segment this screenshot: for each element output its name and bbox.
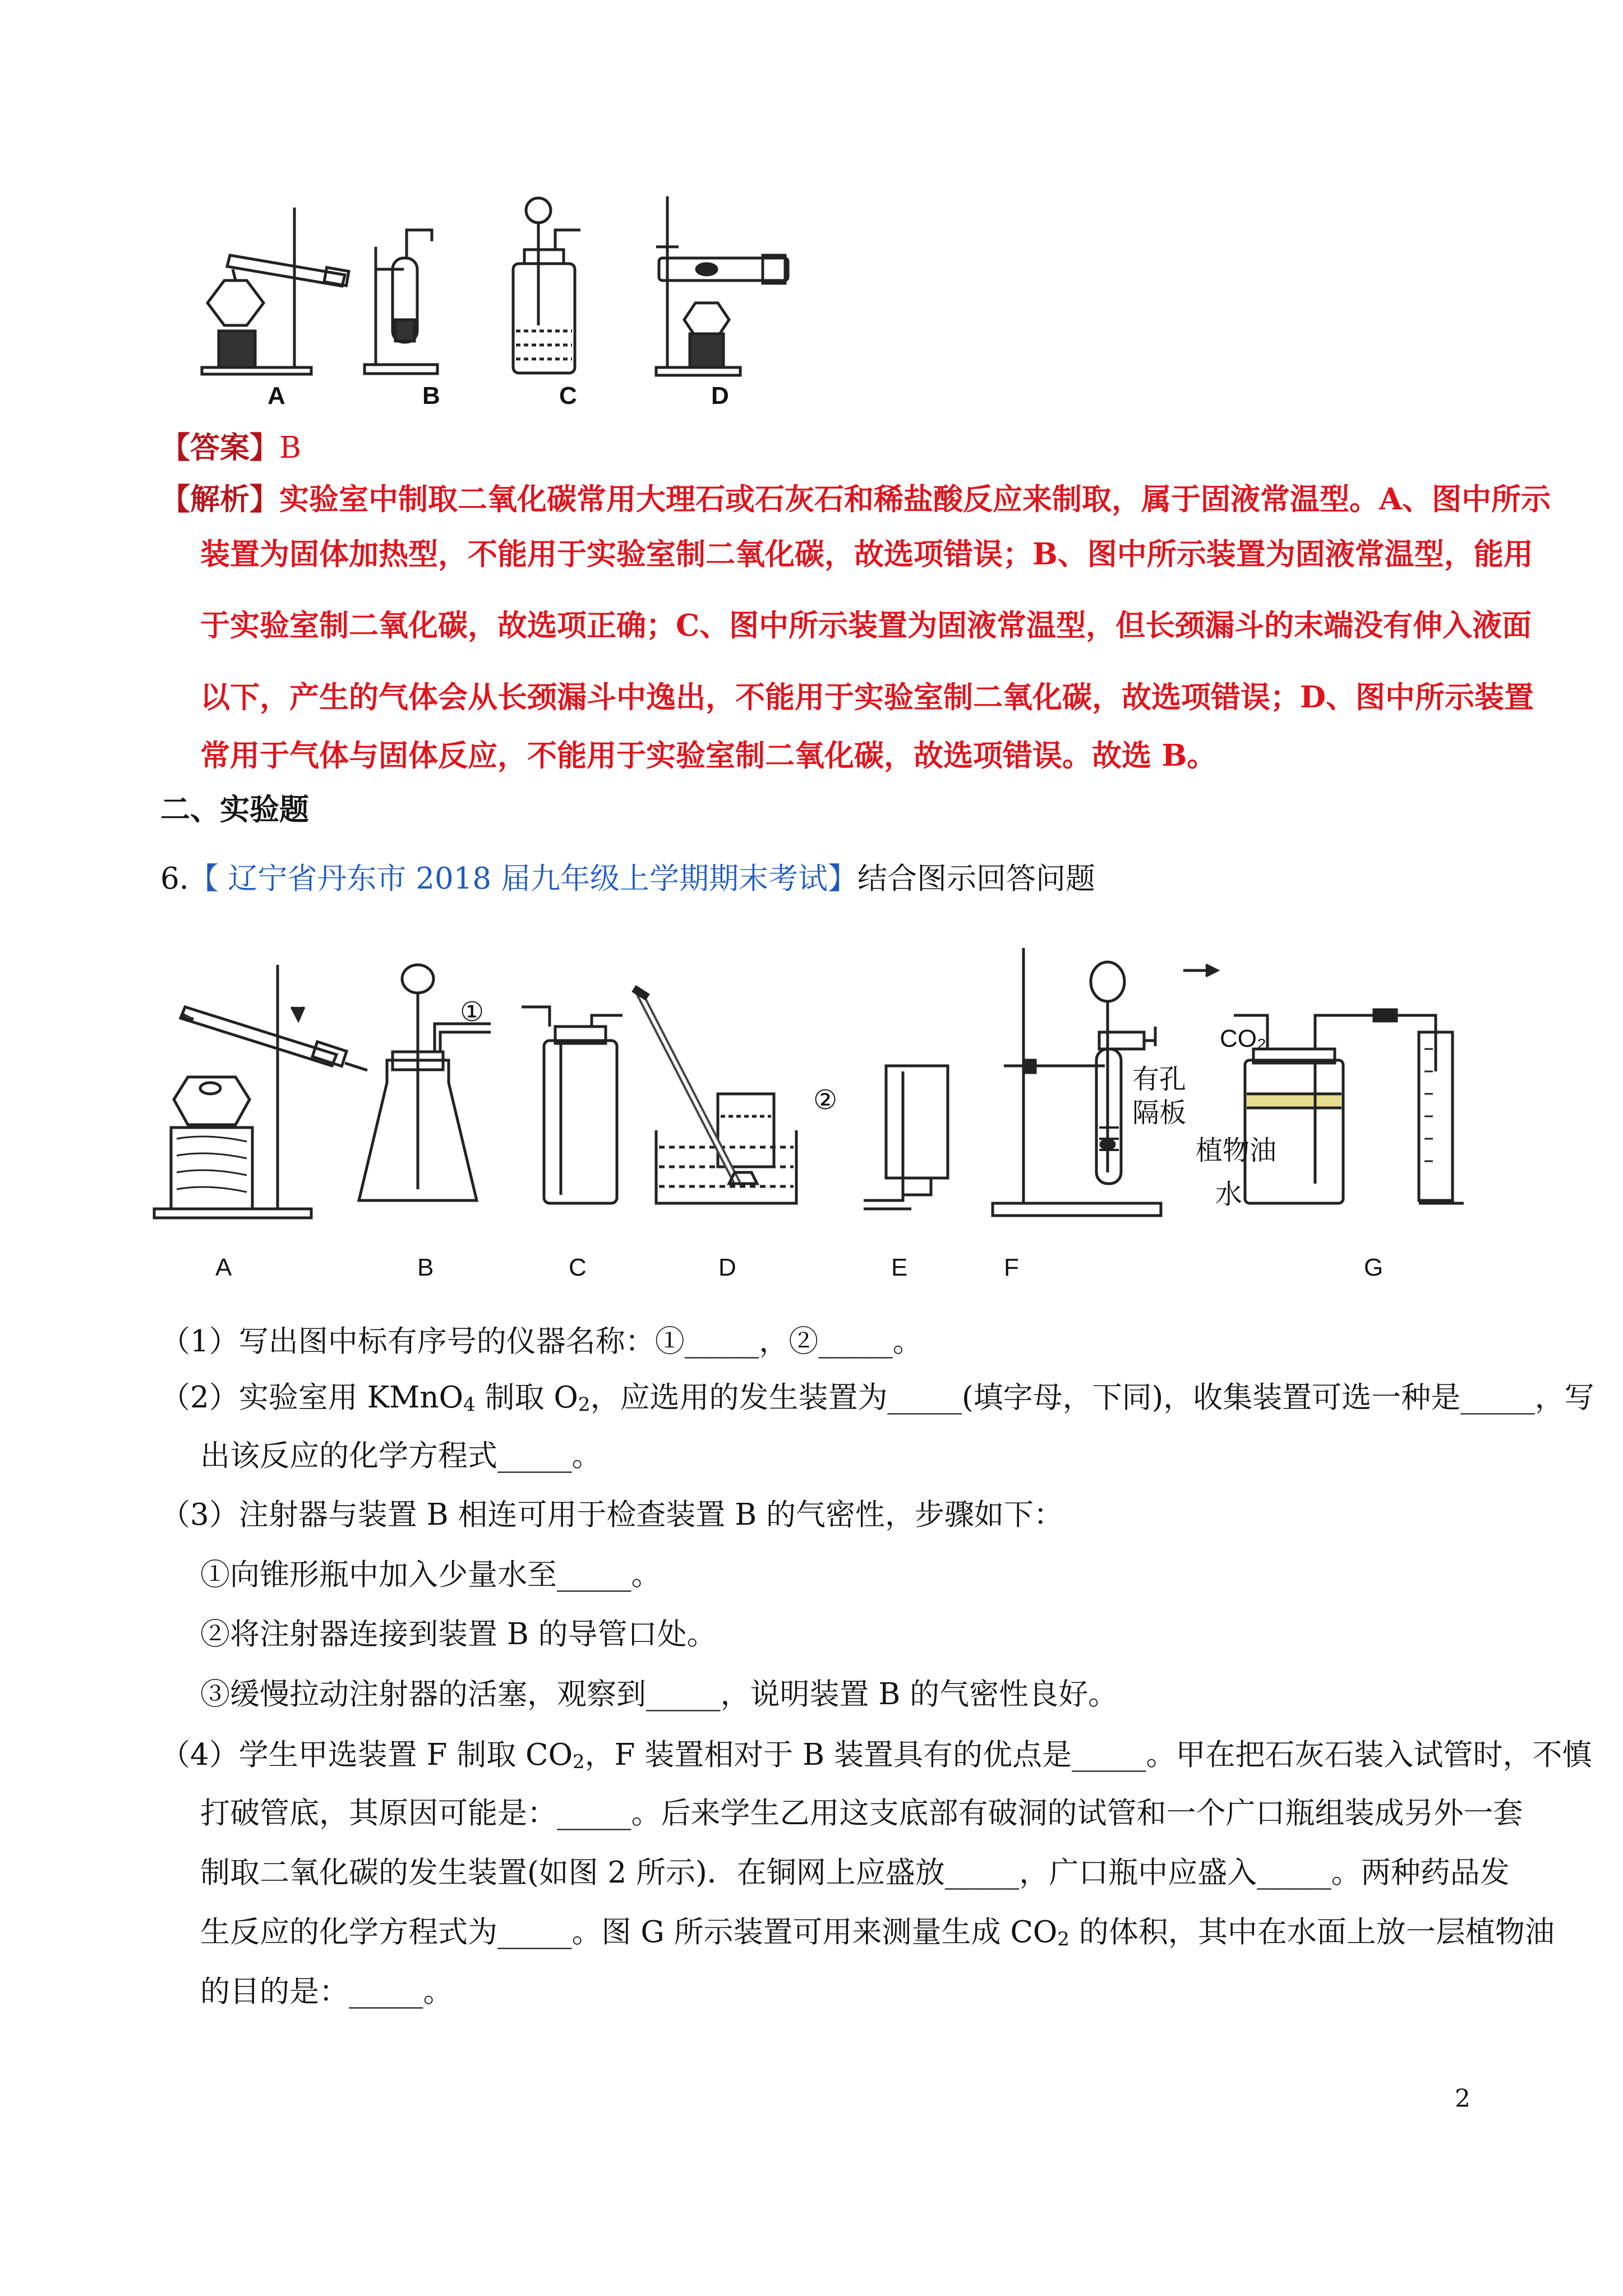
page-number: 2	[1455, 2085, 1470, 2113]
apparatus-figure-1	[191, 185, 824, 398]
fig1-label-d: D	[711, 382, 729, 409]
apparatus-e	[864, 1066, 948, 1209]
subquestion-2-line-2: 出该反应的化学方程式_____。	[200, 1439, 602, 1473]
analysis-tag: 【解析】	[160, 482, 279, 517]
analysis-line-1	[160, 482, 1551, 517]
analysis-line-4: 以下，产生的气体会从长颈漏斗中逸出，不能用于实验室制二氧化碳，故选项错误；D、图中所示装置	[200, 680, 1534, 715]
answer-value: B	[279, 431, 301, 465]
circle-marker-2: ②	[813, 1084, 838, 1116]
subquestion-4-line-2: 打破管底，其原因可能是：_____。后来学生乙用这支底部有破洞的试管和一个广口瓶组装成另外一套	[200, 1796, 1523, 1830]
sub4-text-4b: 的体积，其中在水面上放一层植物油	[1069, 1915, 1555, 1949]
sub2-text-b: 制取 O	[475, 1381, 578, 1415]
sub2-sub-a: 4	[463, 1393, 476, 1416]
fig2-label-b: B	[417, 1254, 434, 1281]
apparatus-figure-2	[151, 926, 1497, 1240]
question-prompt: 结合图示回答问题	[857, 862, 1095, 896]
hole-plate-label-2: 隔板	[1132, 1097, 1187, 1129]
subquestion-4-line-1	[160, 1738, 1592, 1773]
hole-plate-label-1: 有孔	[1132, 1064, 1187, 1095]
sub4-sub-a: 2	[573, 1751, 585, 1773]
apparatus-a	[154, 965, 367, 1218]
apparatus-d	[634, 988, 796, 1203]
co2-label: CO₂	[1220, 1025, 1267, 1052]
sub2-sub-b: 2	[578, 1393, 591, 1416]
question-number: 6.	[160, 862, 189, 896]
circle-marker-1: ①	[460, 996, 485, 1028]
analysis-line-5: 常用于气体与固体反应，不能用于实验室制二氧化碳，故选项错误。故选 B。	[200, 738, 1217, 773]
analysis-line-2: 装置为固体加热型，不能用于实验室制二氧化碳，故选项错误；B、图中所示装置为固液常温型，能用	[200, 537, 1533, 572]
subquestion-3-step-1: ①向锥形瓶中加入少量水至_____。	[200, 1558, 661, 1592]
subquestion-3-intro: （3）注射器与装置 B 相连可用于检查装置 B 的气密性，步骤如下：	[160, 1498, 1064, 1532]
fig2-label-c: C	[569, 1254, 587, 1281]
apparatus-d	[656, 196, 788, 375]
question-source: 【 辽宁省丹东市 2018 届九年级上学期期末考试】	[188, 862, 857, 896]
sub4-sub-4a: 2	[1057, 1928, 1070, 1950]
sub4-text-b: ，F 装置相对于 B 装置具有的优点是_____。甲在把石灰石装入试管时，不慎	[584, 1738, 1592, 1772]
subquestion-4-line-3: 制取二氧化碳的发生装置(如图 2 所示)．在铜网上应盛放_____，广口瓶中应盛入_____。两种药品发	[200, 1856, 1510, 1890]
subquestion-2-line-1	[160, 1381, 1594, 1416]
section-heading: 二、实验题	[160, 793, 309, 827]
sub4-text-a: （4）学生甲选装置 F 制取 CO	[160, 1738, 573, 1772]
analysis-text-1: 实验室中制取二氧化碳常用大理石或石灰石和稀盐酸反应来制取，属于固液常温型。A、图中所示	[279, 482, 1551, 517]
subquestion-1: （1）写出图中标有序号的仪器名称：①_____，②_____。	[160, 1324, 923, 1359]
water-label: 水	[1215, 1179, 1243, 1210]
sub4-text-4a: 生反应的化学方程式为_____。图 G 所示装置可用来测量生成 CO	[200, 1915, 1058, 1949]
apparatus-g	[1183, 965, 1464, 1203]
fig2-label-g: G	[1364, 1254, 1384, 1281]
fig1-label-a: A	[268, 382, 285, 409]
subquestion-3-step-3: ③缓慢拉动注射器的活塞，观察到_____，说明装置 B 的气密性良好。	[200, 1677, 1118, 1711]
fig2-label-a: A	[215, 1254, 232, 1281]
apparatus-c	[522, 1007, 623, 1203]
fig2-label-e: E	[891, 1254, 908, 1281]
fig2-label-f: F	[1004, 1254, 1019, 1281]
question-6-title	[160, 864, 1095, 894]
oil-label: 植物油	[1196, 1135, 1277, 1166]
apparatus-c	[513, 198, 580, 373]
answer-line	[160, 430, 301, 465]
sub2-text-a: （2）实验室用 KMnO	[160, 1381, 464, 1415]
analysis-line-3: 于实验室制二氧化碳，故选项正确；C、图中所示装置为固液常温型，但长颈漏斗的末端没有伸入液面	[200, 608, 1532, 643]
apparatus-b	[365, 230, 437, 374]
apparatus-a	[202, 208, 349, 374]
sub2-text-c: ，应选用的发生装置为_____(填字母，下同)，收集装置可选一种是_____，写	[590, 1381, 1594, 1415]
answer-tag: 【答案】	[160, 430, 279, 465]
subquestion-4-line-5: 的目的是：_____。	[200, 1975, 453, 2009]
fig1-label-c: C	[559, 382, 577, 409]
fig1-label-b: B	[422, 382, 440, 409]
subquestion-4-line-4	[200, 1915, 1555, 1950]
fig2-label-d: D	[718, 1254, 736, 1281]
subquestion-3-step-2: ②将注射器连接到装置 B 的导管口处。	[200, 1617, 717, 1651]
